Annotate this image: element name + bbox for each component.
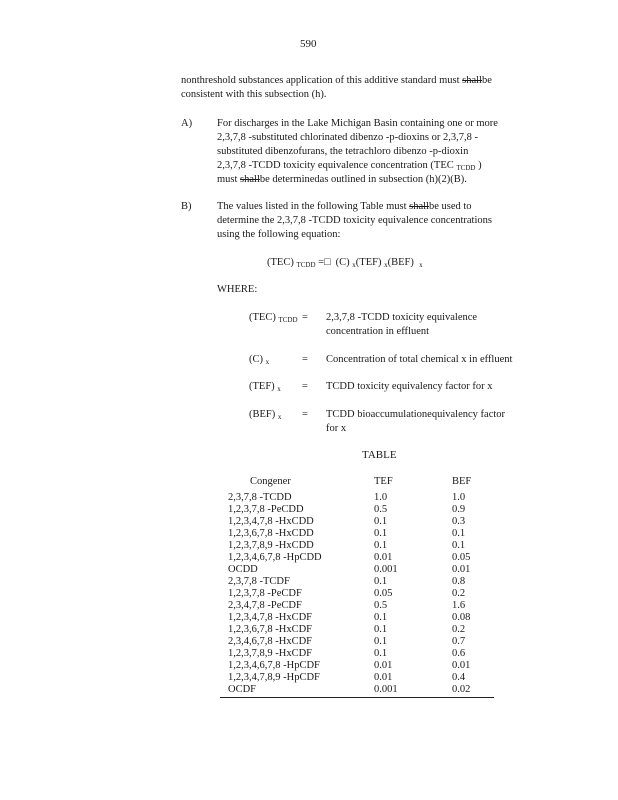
table-cell: 0.02 [452,684,471,695]
table-cell: 0.01 [374,552,393,563]
definition-text: 2,3,7,8 -TCDD toxicity equivalence [326,312,478,323]
table-row [220,600,494,612]
table-cell: 1.6 [452,600,466,611]
table-cell: 0.01 [452,660,471,671]
subscript: TCDD [278,316,298,324]
table-cell: OCDF [228,684,257,695]
definition-text: TCDD toxicity equivalency factor for x [326,381,493,392]
table-cell: 1,2,3,7,8,9 -HxCDD [228,540,314,551]
table-cell: 0.1 [374,612,388,623]
where-label: WHERE: [217,284,258,295]
definition-equals: = [302,409,308,420]
intro-line-2: consistent with this subsection (h). [181,89,327,100]
table-cell: 0.9 [452,504,466,515]
table-cell: 0.1 [374,516,388,527]
item-a-line-2: 2,3,7,8 -substituted chlorinated dibenzo -p-dioxins or 2,3,7,8 - [217,132,478,143]
item-a-line-5 [217,173,467,187]
table-row [220,636,494,648]
intro-text: be [481,75,492,86]
definition-text: for x [326,423,347,434]
table-row [220,648,494,660]
intro-line-1 [181,74,492,88]
table-cell: 0.1 [374,648,388,659]
term-text: (TEF) [249,381,275,392]
table-cell: 0.1 [374,636,388,647]
table-cell: 0.8 [452,576,466,587]
table-row [220,504,494,516]
table-body [220,492,494,696]
table-cell: 1,2,3,4,7,8 -HxCDF [228,612,313,623]
table-header-cell: Congener [250,476,291,487]
table-title: TABLE [362,449,397,461]
table-cell: 2,3,7,8 -TCDF [228,576,290,587]
table-cell: 1,2,3,4,7,8 -HxCDD [228,516,314,527]
table-cell: 0.1 [374,540,388,551]
table-cell: 0.1 [374,576,388,587]
table-row [220,552,494,564]
table-cell: 0.1 [452,528,466,539]
subscript: x [265,358,270,366]
item-b-label: B) [181,201,192,212]
definition-term [249,311,298,325]
struck-word: shall [409,201,429,212]
struck-word: shall [462,75,482,86]
item-text: ) [478,160,482,171]
subscript: x [277,413,282,421]
table-cell: 0.1 [374,624,388,635]
table-header-cell: BEF [452,476,472,487]
table-row [220,660,494,672]
definition-text: TCDD bioaccumulationequivalency factor [326,409,506,420]
term-text: (BEF) [249,409,276,420]
definition-term [249,380,281,394]
table-cell: 0.6 [452,648,466,659]
table-cell: 1,2,3,7,8,9 -HxCDF [228,648,313,659]
table-cell: 0.05 [374,588,393,599]
table-row [220,624,494,636]
item-a-line-3: substituted dibenzofurans, the tetrachloro dibenzo -p-dioxin [217,146,469,157]
table-row [220,564,494,576]
congener-table [220,476,494,696]
item-text: be determinedas outlined in subsection (h)(2)(B). [259,174,467,185]
table-cell: 0.7 [452,636,466,647]
eq-tec: (TEC) [267,257,294,268]
item-text: must [217,174,238,185]
table-cell: 0.01 [374,660,393,671]
definition-text: Concentration of total chemical x in effluent [326,354,513,365]
item-a-line-1: For discharges in the Lake Michigan Basin containing one or more [217,118,498,129]
eq-bef: (BEF) [387,257,414,268]
table-cell: 1,2,3,4,6,7,8 -HpCDD [228,552,322,563]
table-cell: 1.0 [452,492,466,503]
table-row [220,672,494,684]
definition-equals: = [302,312,308,323]
table-cell: 0.2 [452,624,466,635]
table-row [220,576,494,588]
table-cell: 1.0 [374,492,388,503]
item-b-line-3: using the following equation: [217,229,341,240]
table-row [220,540,494,552]
table-cell: 0.01 [452,564,471,575]
table-row [220,612,494,624]
table-cell: 2,3,4,7,8 -PeCDF [228,600,302,611]
table-header-row [220,476,494,492]
item-text: 2,3,7,8 -TCDD toxicity equivalence concentration (TEC [217,160,454,171]
table-cell: 1,2,3,6,7,8 -HxCDF [228,624,313,635]
table-cell: 1,2,3,7,8 -PeCDF [228,588,302,599]
table-cell: 0.001 [374,684,398,695]
table-cell: 0.05 [452,552,471,563]
struck-word: shall [240,174,260,185]
item-b-line-2: determine the 2,3,7,8 -TCDD toxicity equivalence concentrations [217,215,492,226]
eq-tef: (TEF) [355,257,382,268]
table-cell: 2,3,4,6,7,8 -HxCDF [228,636,313,647]
table-cell: 0.2 [452,588,466,599]
item-text: The values listed in the following Table must [217,201,407,212]
table-cell: 0.3 [452,516,466,527]
subscript: x [419,261,423,269]
table-header-cell: TEF [374,476,393,487]
subscript: TCDD [296,261,316,269]
page-number: 590 [300,38,317,50]
eq-equals: = [318,257,325,268]
table-row [220,528,494,540]
table-cell: 1,2,3,4,6,7,8 -HpCDF [228,660,320,671]
definition-term [249,408,281,422]
table-cell: 0.5 [374,600,388,611]
table-cell: 0.1 [452,540,466,551]
subscript: TCDD [456,164,476,172]
equation [267,256,423,270]
table-cell: 0.4 [452,672,466,683]
table-cell: 1,2,3,6,7,8 -HxCDD [228,528,314,539]
subscript: x [384,261,388,269]
table-row [220,588,494,600]
item-a-label: A) [181,118,193,129]
eq-c: (C) [335,257,350,268]
definition-equals: = [302,354,308,365]
item-text: be used to [428,201,472,212]
definition-text: concentration in effluent [326,326,430,337]
table-row [220,492,494,504]
subscript: x [277,385,281,393]
table-cell: 0.5 [374,504,388,515]
table-row [220,684,494,696]
term-text: (TEC) [249,312,276,323]
item-a-line-4 [217,159,482,173]
sigma-symbol: □ [324,257,331,268]
table-bottom-rule [220,697,494,698]
table-cell: OCDD [228,564,258,575]
term-text: (C) [249,354,263,365]
table-cell: 0.01 [374,672,393,683]
subscript: x [352,261,356,269]
intro-text: nonthreshold substances application of this additive standard must [181,75,460,86]
table-cell: 2,3,7,8 -TCDD [228,492,292,503]
table-cell: 0.08 [452,612,471,623]
table-cell: 0.001 [374,564,398,575]
table-cell: 1,2,3,4,7,8,9 -HpCDF [228,672,320,683]
table-cell: 0.1 [374,528,388,539]
table-row [220,516,494,528]
definition-term [249,353,269,367]
table-cell: 1,2,3,7,8 -PeCDD [228,504,304,515]
item-b-line-1 [217,200,472,214]
definition-equals: = [302,381,308,392]
